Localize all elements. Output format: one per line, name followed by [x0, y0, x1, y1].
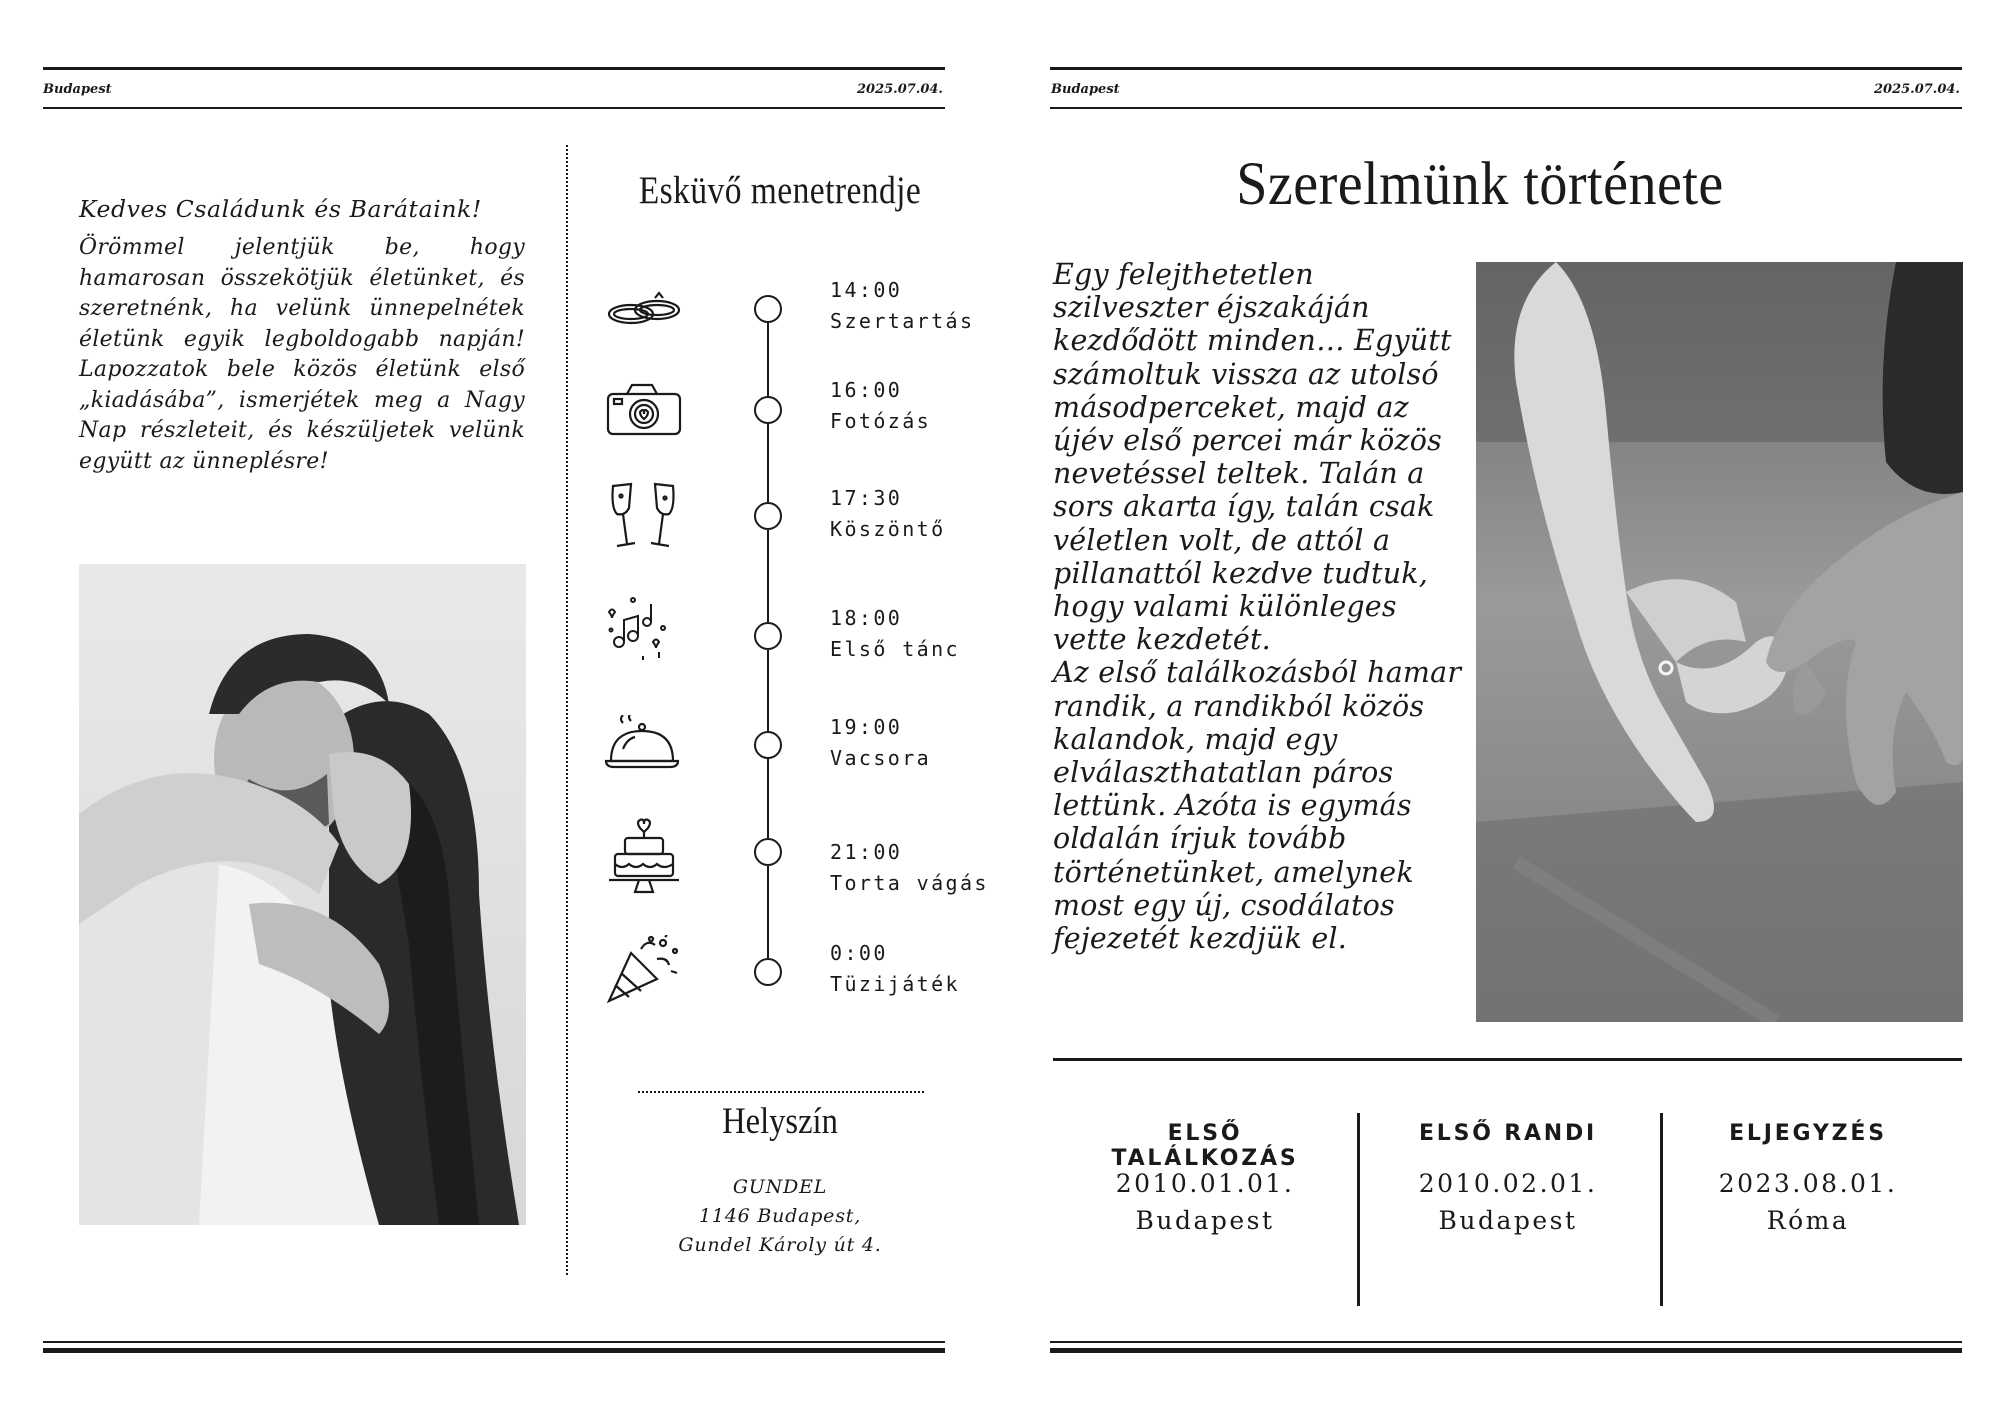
- milestone-divider: [1660, 1113, 1663, 1306]
- story-paragraph-2: Az első találkozásból hamar randik, a randikból közös kalandok, majd egy elválaszthatatlan páros lettünk. Azóta is egymás oldalán írjuk tovább történetünket, amelynek most egy új, csodálatos fejezetét kezdjük el.: [1053, 656, 1462, 956]
- story-title: Szerelmünk története: [1236, 151, 1724, 218]
- schedule-event: Köszöntő: [830, 517, 946, 541]
- milestone-date: 2010.02.01.: [1418, 1169, 1598, 1198]
- music-notes-icon: [603, 592, 673, 666]
- schedule-time: 16:00: [830, 378, 903, 402]
- venue-title: Helyszín: [722, 1101, 838, 1142]
- timeline-node: [754, 731, 782, 759]
- camera-icon: [605, 382, 683, 440]
- milestone-place: Róma: [1766, 1206, 1850, 1235]
- schedule-time: 0:00: [830, 941, 888, 965]
- schedule-event: Torta vágás: [830, 871, 989, 895]
- left-footer-rule-thin: [43, 1341, 945, 1343]
- couple-photo: [79, 564, 526, 1225]
- left-footer-rule-thick: [43, 1348, 945, 1353]
- schedule-event: Szertartás: [830, 309, 975, 333]
- milestone-place: Budapest: [1438, 1206, 1578, 1235]
- schedule-event: Tüzijáték: [830, 972, 960, 996]
- milestone-date: 2023.08.01.: [1718, 1169, 1898, 1198]
- party-popper-icon: [605, 935, 683, 1009]
- milestone-label-first-date: ELSŐ RANDI: [1418, 1121, 1598, 1146]
- right-header-date: 2025.07.04.: [1874, 82, 1960, 97]
- milestone-divider: [1357, 1113, 1360, 1306]
- schedule-event: Fotózás: [830, 409, 932, 433]
- timeline-node: [754, 502, 782, 530]
- intro-greeting: Kedves Családunk és Barátaink!: [79, 195, 482, 223]
- venue-address-line1: 1146 Budapest,: [698, 1205, 862, 1227]
- timeline-node: [754, 838, 782, 866]
- hands-photo: [1476, 262, 1963, 1022]
- milestone-label-engagement: ELJEGYZÉS: [1729, 1121, 1887, 1146]
- intro-text: Örömmel jelentjük be, hogy hamarosan összekötjük életünket, és szeretnénk, ha velünk ünnepelnétek életünk egyik legboldogabb napján! Lapozzatok bele közös életünk első „kiadásába”, ismerjétek meg a Nagy Nap részleteit, és készüljetek velünk együtt az ünneplésre!: [79, 235, 525, 474]
- timeline-node: [754, 958, 782, 986]
- milestone-date: 2010.01.01.: [1115, 1169, 1295, 1198]
- timeline-node: [754, 622, 782, 650]
- story-paragraph-1: Egy felejthetetlen szilveszter éjszakáján kezdődött minden… Együtt számoltuk vissza az utolsó másodperceket, majd az újév első percei már közös nevetéssel teltek. Talán a sors akarta így, talán csak véletlen volt, de attól a pillanattól kezdve tudtuk, hogy valami különleges vette kezdetét.: [1053, 258, 1452, 657]
- wedding-cake-icon: [605, 818, 683, 902]
- schedule-time: 21:00: [830, 840, 903, 864]
- left-header-city: Budapest: [43, 82, 112, 97]
- schedule-time: 19:00: [830, 715, 903, 739]
- right-header-top-rule: [1050, 67, 1962, 70]
- milestone-label-first-meeting: ELSŐ TALÁLKOZÁS: [1111, 1121, 1299, 1171]
- milestones-top-rule: [1053, 1058, 1962, 1061]
- schedule-time: 18:00: [830, 606, 903, 630]
- right-footer-rule-thick: [1050, 1348, 1962, 1353]
- left-header-bottom-rule: [43, 107, 945, 109]
- right-header-bottom-rule: [1050, 107, 1962, 109]
- left-header-top-rule: [43, 67, 945, 70]
- right-footer-rule-thin: [1050, 1341, 1962, 1343]
- dinner-cloche-icon: [603, 715, 681, 779]
- venue-dotted-rule: [638, 1091, 924, 1093]
- schedule-event: Vacsora: [830, 746, 932, 770]
- left-header-date: 2025.07.04.: [857, 82, 943, 97]
- schedule-time: 17:30: [830, 486, 903, 510]
- champagne-glasses-icon: [603, 478, 683, 562]
- right-header-city: Budapest: [1051, 82, 1120, 97]
- timeline-node: [754, 295, 782, 323]
- column-divider: [566, 145, 568, 1275]
- venue-name: GUNDEL: [732, 1176, 828, 1198]
- story-text: [1053, 258, 1473, 955]
- wedding-rings-icon: [605, 290, 683, 338]
- venue-address-line2: Gundel Károly út 4.: [678, 1234, 882, 1256]
- schedule-title: Esküvő menetrendje: [638, 169, 922, 212]
- schedule-time: 14:00: [830, 278, 903, 302]
- timeline-node: [754, 396, 782, 424]
- milestone-place: Budapest: [1135, 1206, 1275, 1235]
- schedule-event: Első tánc: [830, 637, 960, 661]
